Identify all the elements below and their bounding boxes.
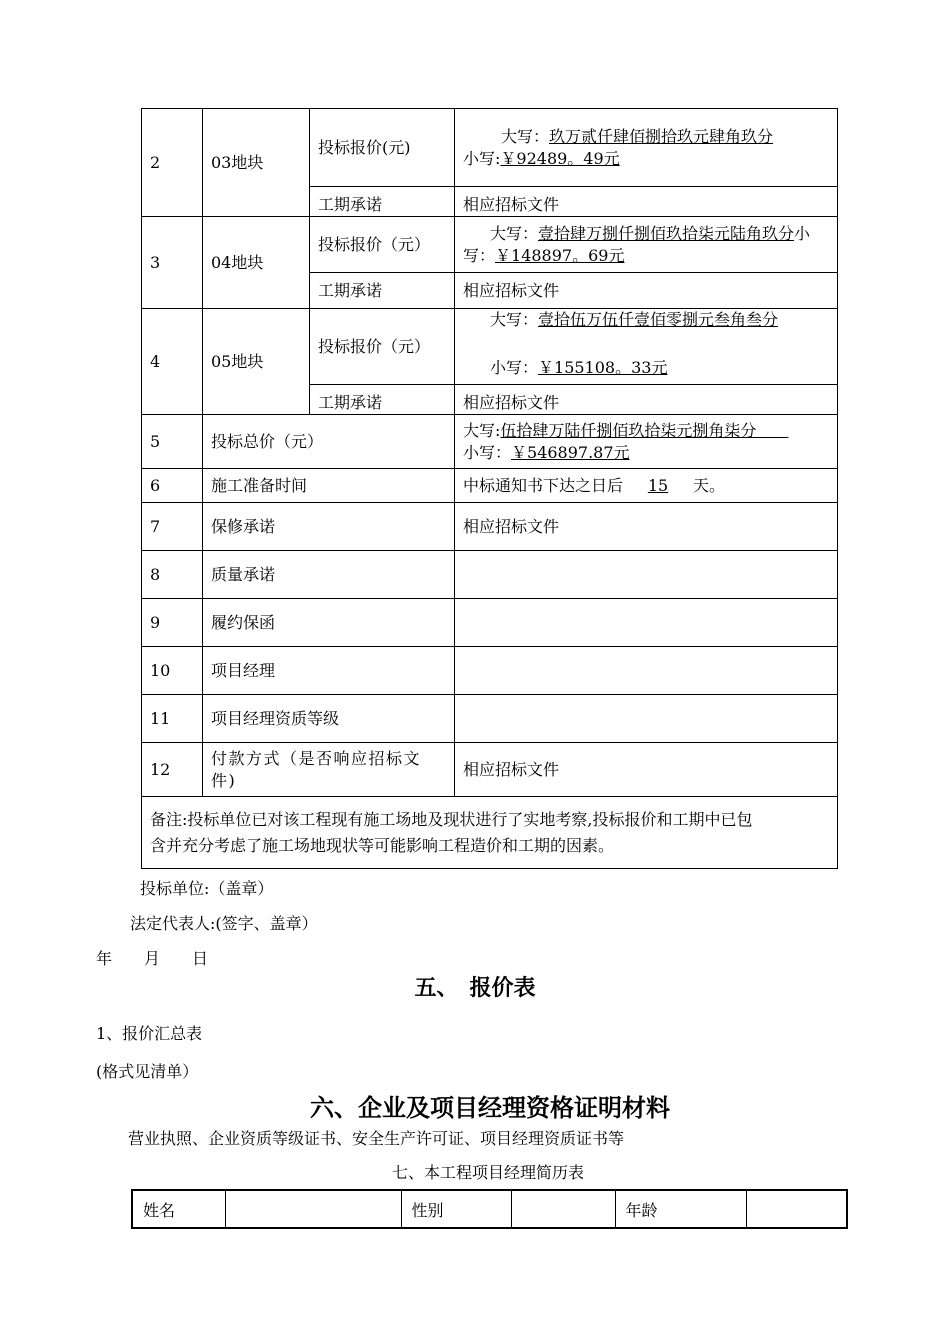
total-upper: 伍拾肆万陆仟捌佰玖拾柒元捌角柒分 <box>500 420 757 440</box>
price-value: 大写：壹拾伍万伍仟壹佰零捌元叁角叁分 小写：￥155108。33元 <box>455 309 838 385</box>
prep-value: 中标通知书下达之日后 15 天。 <box>455 469 838 503</box>
row-label: 项目经理资质等级 <box>203 695 455 743</box>
price-lower: ￥148897。69元 <box>495 245 625 265</box>
row-number: 5 <box>142 415 203 469</box>
age-header: 年龄 <box>615 1190 746 1228</box>
price-value: 大写：壹拾肆万捌仟捌佰玖拾柒元陆角玖分小 写：￥148897。69元 <box>455 217 838 273</box>
payment-value: 相应招标文件 <box>455 743 838 797</box>
row-label: 保修承诺 <box>203 503 455 551</box>
row-value <box>455 599 838 647</box>
row-value: 相应招标文件 <box>455 503 838 551</box>
price-label: 投标报价（元） <box>310 217 455 273</box>
remark: 备注:投标单位已对该工程现有施工场地及现状进行了实地考察,投标报价和工期中已包 含并充分考虑了施工场地现状等可能影响工程造价和工期的因素。 <box>142 797 838 869</box>
price-lower: ￥155108。33元 <box>538 358 668 377</box>
row-number: 8 <box>142 551 203 599</box>
section6-description: 营业执照、企业资质等级证书、安全生产许可证、项目经理资质证书等 <box>128 1129 625 1148</box>
price-label: 投标报价(元) <box>310 109 455 187</box>
price-upper: 壹拾肆万捌仟捌佰玖拾柒元陆角玖分 <box>538 223 795 243</box>
period-label: 工期承诺 <box>310 385 455 415</box>
price-upper: 玖万贰仟肆佰捌拾玖元肆角玖分 <box>549 126 774 146</box>
period-label: 工期承诺 <box>310 187 455 217</box>
price-lower: ￥92489。49元 <box>500 148 620 168</box>
name-cell <box>225 1190 401 1228</box>
row-value <box>455 695 838 743</box>
period-value: 相应招标文件 <box>455 273 838 309</box>
period-label: 工期承诺 <box>310 273 455 309</box>
period-value: 相应招标文件 <box>455 385 838 415</box>
manager-resume-table <box>131 1189 848 1229</box>
bid-summary-table <box>141 108 838 869</box>
date-line: 年 月 日 <box>96 949 209 968</box>
row-number: 3 <box>142 217 203 309</box>
total-lower: ￥546897.87元 <box>511 442 630 462</box>
total-label: 投标总价（元） <box>203 415 455 469</box>
row-number: 9 <box>142 599 203 647</box>
bidder-signature-line: 投标单位:（盖章） <box>140 879 274 898</box>
row-number: 4 <box>142 309 203 415</box>
section5-title: 五、 报价表 <box>414 975 536 1001</box>
period-value: 相应招标文件 <box>455 187 838 217</box>
row-number: 11 <box>142 695 203 743</box>
lot-name: 03地块 <box>203 109 310 217</box>
gender-header: 性别 <box>401 1190 511 1228</box>
row-number: 6 <box>142 469 203 503</box>
price-value: 大写：玖万贰仟肆佰捌拾玖元肆角玖分 小写:￥92489。49元 <box>455 109 838 187</box>
payment-label: 付款方式（是否响应招标文 件) <box>203 743 455 797</box>
total-value: 大写:伍拾肆万陆仟捌佰玖拾柒元捌角柒分 小写：￥546897.87元 <box>455 415 838 469</box>
row-number: 10 <box>142 647 203 695</box>
row-label: 质量承诺 <box>203 551 455 599</box>
section6-title: 六、企业及项目经理资格证明材料 <box>310 1093 670 1122</box>
section7-title: 七、本工程项目经理简历表 <box>391 1163 584 1182</box>
price-label: 投标报价（元） <box>310 309 455 385</box>
section5-note: (格式见清单） <box>96 1062 199 1081</box>
row-value <box>455 551 838 599</box>
price-upper: 壹拾伍万伍仟壹佰零捌元叁角叁分 <box>538 310 779 329</box>
lot-name: 04地块 <box>203 217 310 309</box>
row-number: 2 <box>142 109 203 217</box>
section5-item1: 1、报价汇总表 <box>96 1024 203 1043</box>
prep-days: 15 <box>647 475 669 495</box>
row-label: 履约保函 <box>203 599 455 647</box>
age-cell <box>746 1190 847 1228</box>
row-number: 12 <box>142 743 203 797</box>
row-label: 项目经理 <box>203 647 455 695</box>
prep-label: 施工准备时间 <box>203 469 455 503</box>
name-header: 姓名 <box>132 1190 225 1228</box>
gender-cell <box>511 1190 615 1228</box>
lot-name: 05地块 <box>203 309 310 415</box>
legal-rep-signature-line: 法定代表人:(签字、盖章） <box>130 914 318 933</box>
row-number: 7 <box>142 503 203 551</box>
row-value <box>455 647 838 695</box>
